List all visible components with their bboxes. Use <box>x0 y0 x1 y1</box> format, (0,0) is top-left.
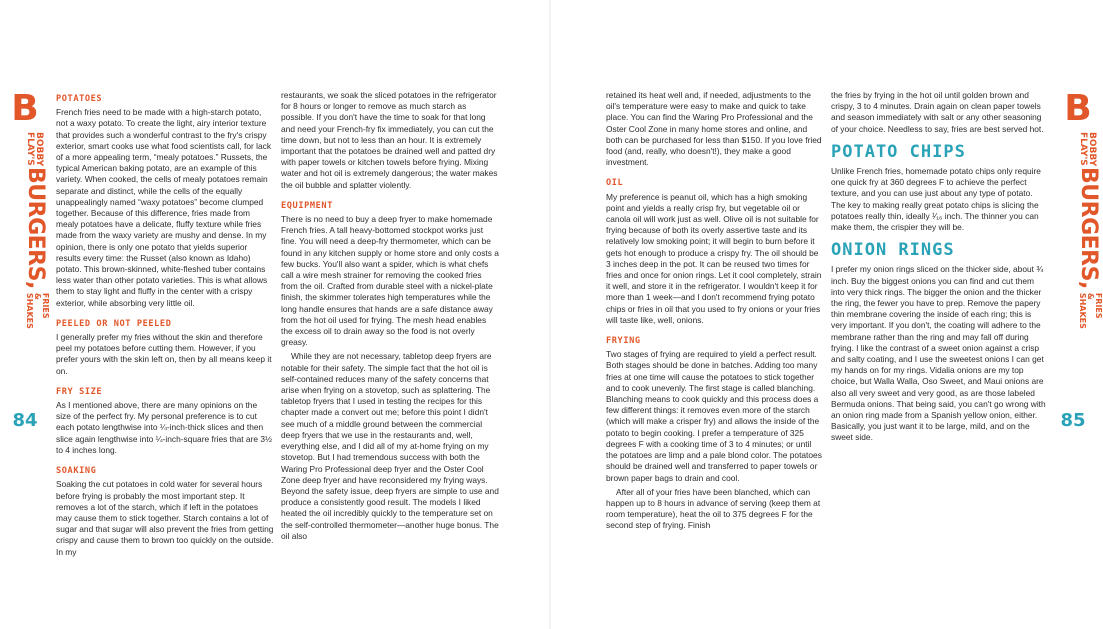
page-number-left: 84 <box>12 410 38 431</box>
paragraph-equipment-cont: retained its heat well and, if needed, adjustments to the oil's temperature were easy to make and quick to take place. You can find the Waring Pro Professional and the Oster Cool Zone in many home stores and online, and both can be purchased for less than $150. If you love fried food (and, really, who doesn't!), they make a good investment. <box>606 90 822 168</box>
paragraph-soaking-cont: restaurants, we soak the sliced potatoes in the refrigerator for 8 hours or longer to remove as much starch as possible. If you don't have the time to soak for that long and need your French-fry fix immediately, you can cut the time down, but not to less than an hour. It is extremely important that the potatoes be drained well and patted dry with paper towels or kitchen towels before frying. Mixing water and hot oil is extremely dangerous; the water makes the oil bubble and splatter violently. <box>281 90 498 190</box>
paragraph-equipment-2: While they are not necessary, tabletop deep fryers are notable for their safety. The simple fact that the hot oil is self-contained reduces many of the safety concerns that arise when frying on a stovetop, such as splattering. The tabletop fryers that I used in testing the recipes for this chapter made a convert out me; before this point I didn't see much of a middle ground between the commercial deep fryers that we use in the restaurants and, well, everything else, and I did all of my at-home frying on my stovetop. But I had tremendous success with both the Waring Pro Professional deep fryer and the Oster Cool Zone deep fryer and have reconsidered my frying ways. Beyond the safety issue, deep fryers are simple to use and produce a consistently good result. The models I liked heated the oil incredibly quickly to the temperature set on the self-controlled thermometer—another huge bonus. The oil also <box>281 351 499 541</box>
brand-line2: BURGERS, <box>23 167 48 289</box>
brand-line2: BURGERS, <box>1076 167 1101 289</box>
subhead-potatoes: POTATOES <box>56 94 103 104</box>
text-column-2 <box>281 90 499 545</box>
brand-tab-left <box>5 88 50 432</box>
subhead-oil: OIL <box>606 178 624 189</box>
brand-letter: B <box>11 88 39 129</box>
page-number-right: 85 <box>1060 410 1086 431</box>
paragraph-onion-rings: I prefer my onion rings sliced on the thicker side, about ¾ inch. Buy the biggest onions you can find and cut them into very thick rings. The bigger the onion and the thicker the ring, the fewer you have to prep. Remove the papery thin membrane covering the inside of each ring; this is very important. If you don't, the coating will adhere to the membrane rather than the ring and may fall off during frying. I like the contrast of a sweet onion against a crisp and salty coating, and I use the sweetest onions I can get my hands on for my rings. Vidalia onions are my top choice, but Walla Walla, Oso Sweet, and Maui onions are also all very sweet and very good, as are those labeled Bermuda onions. That being said, you can't go wrong with an onion ring made from a Spanish yellow onion, either. Basically, you just want it to be large, mild, and on the sweet side. <box>831 264 1046 443</box>
brand-line3: FRIES & SHAKES <box>1078 292 1103 329</box>
brand-line3: FRIES & SHAKES <box>25 292 50 329</box>
text-column-4 <box>831 90 1049 447</box>
brand-tab-right <box>1058 88 1103 432</box>
heading-potato-chips: POTATO CHIPS <box>831 141 966 162</box>
paragraph-potatoes: French fries need to be made with a high-starch potato, not a waxy potato. To create the light, airy interior texture that provides such a wonderful contrast to the fry's crispy exterior, smart cooks use what food scientists call, for lack of a more appealing term, “mealy potatoes.” Russets, the typical American baking potato, are an example of this variety. When cooked, the cells of mealy potatoes remain separate and distinct, while the cells of the equally unappealingly named “waxy potatoes” become clumped together. Because of this difference, fries made from mealy potatoes have a delicate, fluffy texture while fries made from the waxy variety are mushy and dense. In my opinion, there is only one potato that yields superior results every time: the Russet (also known as Idaho) potato. This brown-skinned, white-fleshed tuber contains less water than other potato varieties. This is what allows them to stay light and fluffy in the center with a crispy exterior, while absorbing very little oil. <box>56 107 272 308</box>
paragraph-peeled: I generally prefer my fries without the skin and therefore peel my potatoes before cutting them. However, if you prefer yours with the skin left on, then by all means keep it on. <box>56 332 272 376</box>
subhead-soaking: SOAKING <box>56 466 97 477</box>
heading-onion-rings: ONION RINGS <box>831 240 955 261</box>
subhead-frying: FRYING <box>606 336 641 347</box>
page-gutter <box>549 0 551 629</box>
paragraph-potato-chips: Unlike French fries, homemade potato chips only require one quick fry at 360 degrees F to achieve the perfect texture, and you can use just about any type of potato. The key to making really great potato chips is slicing the potatoes really thin, ideally ¹⁄₁₆ inch. The thinner you can make them, the crispier they will be. <box>831 166 1041 233</box>
subhead-equipment: EQUIPMENT <box>281 200 333 211</box>
paragraph-equipment: There is no need to buy a deep fryer to make homemade French fries. A tall heavy-bottomed stockpot works just fine. You will need a deep-fry thermometer, which can be found in any kitchen supply or home store and only costs a few bucks. You'll also want a spider, which is what chefs call a wire mesh strainer for removing the cooked fries from the oil. Crafted from durable steel with a nickel-plate finish, the skimmer tolerates high temperatures while the long handle ensures that hands are a safe distance away from the hot oil used for frying. The mesh head enables the excess oil to drain away so the food is not overly greasy. <box>281 214 499 348</box>
paragraph-fry-size: As I mentioned above, there are many opinions on the size of the perfect fry. My personal preference is to cut each potato lengthwise into ¼-inch-thick slices and then slice again lengthwise into ¼-inch-square fries that are 3½ to 4 inches long. <box>56 400 273 455</box>
text-column-1 <box>56 94 274 561</box>
paragraph-frying-2: After all of your fries have been blanched, which can happen up to 8 hours in advance of serving (keep them at room temperature), heat the oil to 375 degrees F for the second step of frying. Finish <box>606 486 821 531</box>
paragraph-frying: Two stages of frying are required to yield a perfect result. Both stages should be done in batches. Adding too many fries at one time will cause the potatoes to stick together and to cook unevenly. The first stage is called blanching. Blanching means to cook quickly and this process does a few different things: it removes even more of the starch (which will make a crisper fry) and allows the inside of the potato to begin cooking. I prefer a temperature of 325 degrees F with a cooking time of 3 to 4 minutes; or until the potatoes are limp and a pale blond color. The potatoes should be drained well and transferred to paper towels or brown paper bags to drain and cool. <box>606 349 822 483</box>
brand-line1: BOBBY FLAY'S <box>1078 132 1097 167</box>
paragraph-oil: My preference is peanut oil, which has a high smoking point and yields a really crisp fry, but vegetable oil or canola oil will work just as well. Olive oil is not suitable for frying because of both its overly assertive taste and its relatively low smoking point; it will begin to burn before it gets hot enough to produce a crispy fry. The oil should be 3 inches deep in the pot. It can be reused two times for fries and once for onion rings. Let it cool completely, strain it well, and store it in the refrigerator. I wouldn't keep it for more than 1 week—and I don't recommend frying potato chips or fries in oil that you used to fry onions or your fries will taste like, well, onions. <box>606 191 822 325</box>
paragraph-frying-cont: the fries by frying in the hot oil until golden brown and crispy, 3 to 4 minutes. Drain again on clean paper towels and season immediately with salt or any other seasoning of your choice. Needless to say, fries are best served hot. <box>831 90 1044 134</box>
brand-letter: B <box>1064 88 1092 129</box>
subhead-peeled: PEELED OR NOT PEELED <box>56 318 172 329</box>
text-column-3 <box>606 90 824 535</box>
brand-line1: BOBBY FLAY'S <box>25 132 44 167</box>
subhead-fry-size: FRY SIZE <box>56 386 103 397</box>
paragraph-soaking: Soaking the cut potatoes in cold water for several hours before frying is probably the most important step. It removes a lot of the starch, which if left in the potatoes may cause them to stick together. Starch contains a lot of sugar and that sugar will also prevent the fries from getting crispy and cause them to brown too quickly on the outside. In my <box>56 479 274 557</box>
